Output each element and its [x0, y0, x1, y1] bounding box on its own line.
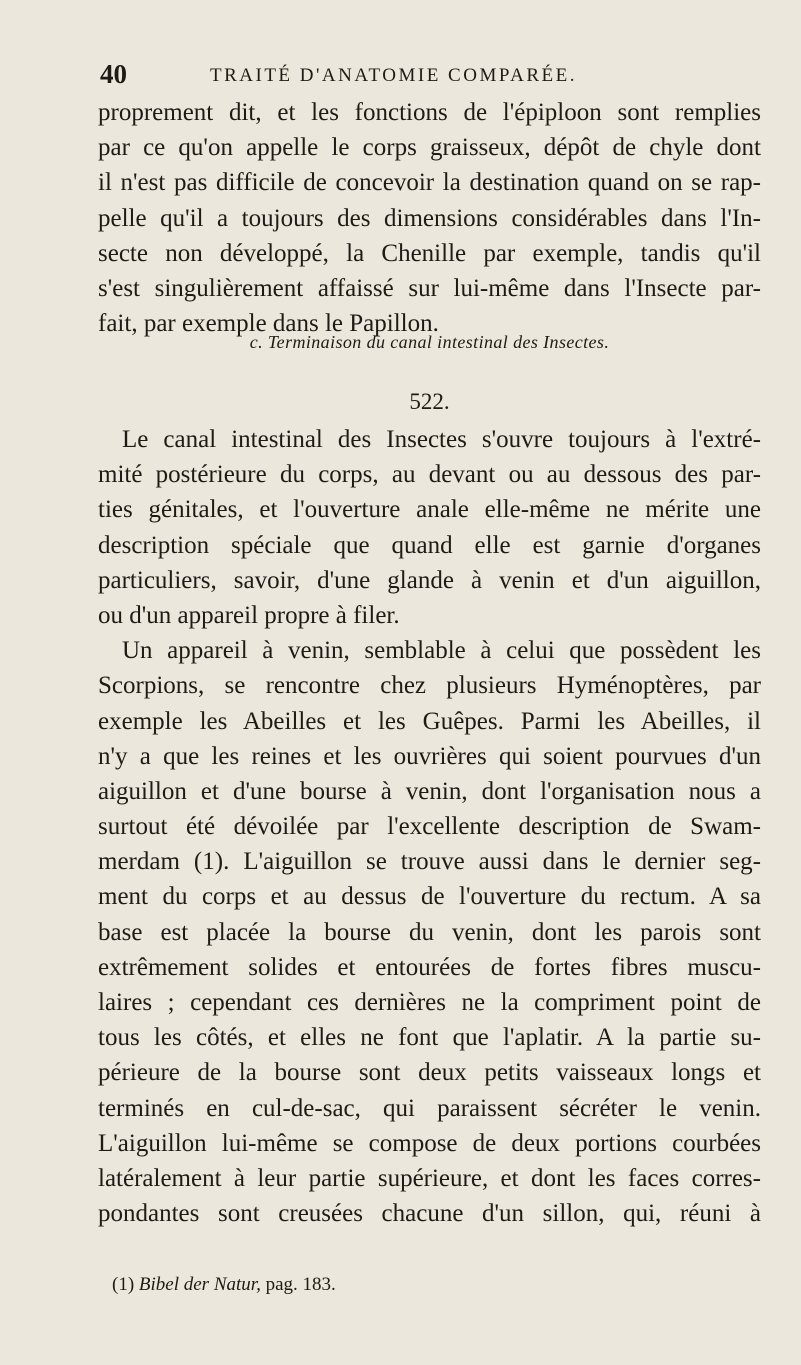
text-line: Un appareil à venin, semblable à celui que possèdent les [122, 637, 761, 665]
text-line: aiguillon et d'une bourse à venin, dont l'organisation nous a [98, 777, 761, 805]
section-number: 522. [409, 389, 450, 414]
text-line: L'aiguillon lui-même se compose de deux portions courbées [98, 1129, 761, 1157]
text-line: extrêmement solides et entourées de fortes fibres muscu- [98, 953, 761, 981]
page-number: 40 [100, 59, 127, 89]
text-line: base est placée la bourse du venin, dont les parois sont [98, 918, 761, 946]
text-line: Le canal intestinal des Insectes s'ouvre toujours à l'extré- [122, 426, 761, 453]
text-line: particuliers, savoir, d'une glande à venin et d'un aiguillon, [98, 566, 761, 594]
section-heading: c. Terminaison du canal intestinal des Insectes. [249, 332, 610, 352]
footnote-work-title: Bibel der Natur, [138, 1274, 261, 1295]
text-line: secte non développé, la Chenille par exemple, tandis qu'il [98, 239, 761, 267]
text-line: terminés en cul-de-sac, qui paraissent sécréter le venin. [98, 1094, 761, 1122]
text-line: ment du corps et au dessus de l'ouverture du rectum. A sa [98, 883, 761, 911]
footnote-marker: (1) [112, 1274, 135, 1295]
text-line: pelle qu'il a toujours des dimensions considérables dans l'In- [98, 204, 761, 232]
text-line: latéralement à leur partie supérieure, et dont les faces corres- [98, 1164, 761, 1192]
text-line: n'y a que les reines et les ouvrières qui soient pourvues d'un [98, 742, 761, 770]
text-line: ou d'un appareil propre à filer. [98, 601, 400, 629]
text-line: il n'est pas difficile de concevoir la destination quand on se rap- [98, 169, 761, 197]
text-line: par ce qu'on appelle le corps graisseux, dépôt de chyle dont [98, 134, 761, 162]
text-line: pondantes sont creusées chacune d'un sillon, qui, réuni à [98, 1200, 761, 1228]
text-line: Scorpions, se rencontre chez plusieurs Hyménoptères, par [98, 672, 761, 700]
text-line: fait, par exemple dans le Papillon. [98, 310, 439, 338]
paragraph-body [98, 422, 761, 1231]
running-title: TRAITÉ D'ANATOMIE COMPARÉE. [210, 65, 578, 86]
text-line: tous les côtés, et elles ne font que l'aplatir. A la partie su- [98, 1024, 761, 1052]
text-line: surtout été dévoilée par l'excellente description de Swam- [98, 813, 761, 841]
text-line: exemple les Abeilles et les Guêpes. Parmi les Abeilles, il [98, 707, 761, 735]
footnote-page-ref: pag. 183. [265, 1274, 336, 1295]
running-head [100, 58, 760, 90]
text-line: s'est singulièrement affaissé sur lui-même dans l'Insecte par- [98, 274, 761, 302]
text-line: proprement dit, et les fonctions de l'épiploon sont remplies [98, 99, 761, 126]
text-line: mité postérieure du corps, au devant ou au dessous des par- [98, 461, 761, 489]
text-line: description spéciale que quand elle est garnie d'organes [98, 531, 761, 559]
footnote [112, 1272, 336, 1298]
text-line: ties génitales, et l'ouverture anale elle-même ne mérite une [98, 496, 761, 524]
text-line: merdam (1). L'aiguillon se trouve aussi dans le dernier seg- [98, 848, 761, 876]
paragraph-continuation [98, 95, 761, 341]
text-line: périeure de la bourse sont deux petits vaisseaux longs et [98, 1059, 761, 1087]
text-line: laires ; cependant ces dernières ne la compriment point de [98, 989, 761, 1016]
